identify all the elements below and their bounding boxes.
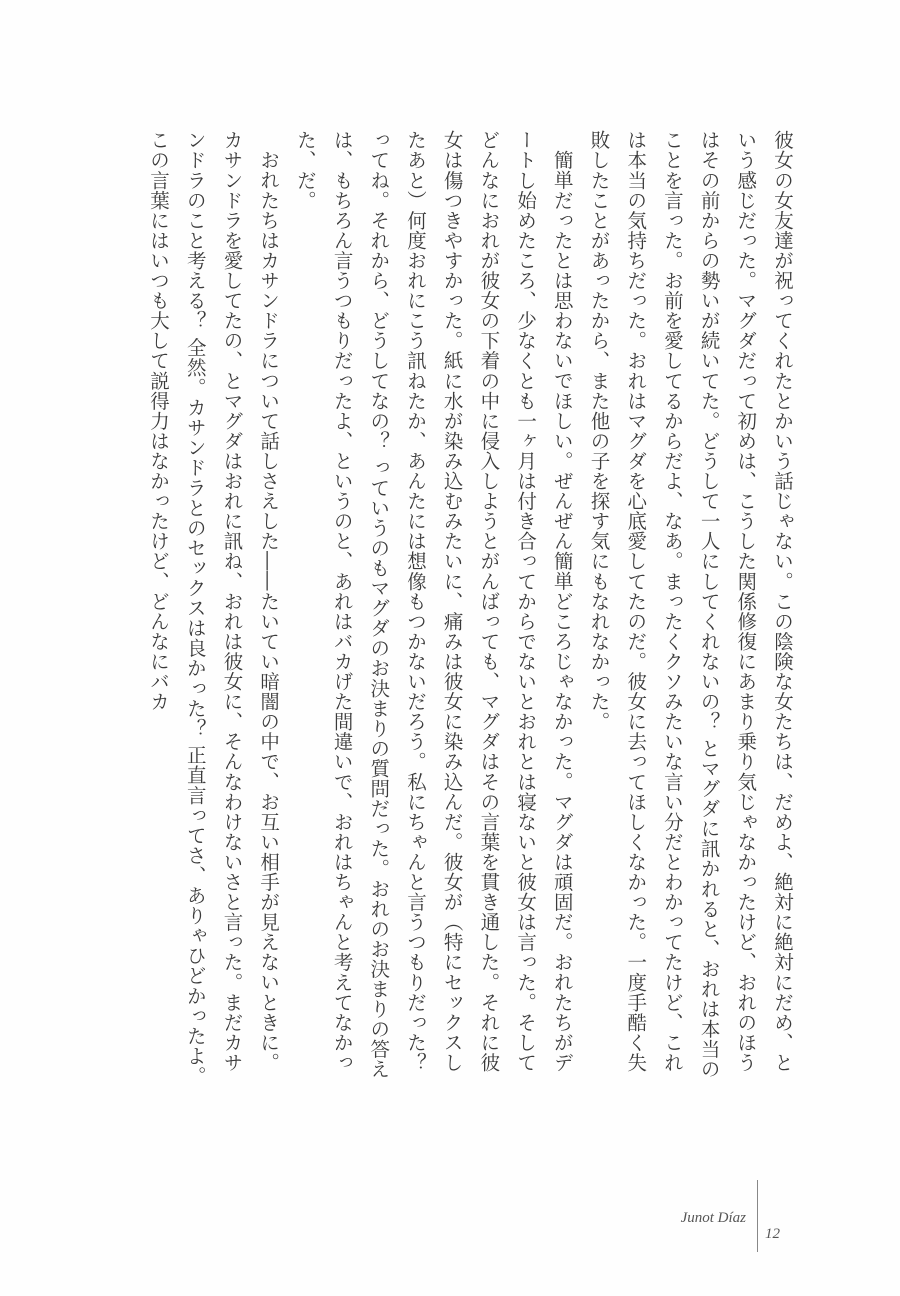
paragraph-2: 簡単だったとは思わないでほしい。ぜんぜん簡単どころじゃなかった。マグダは頑固だ。おれたちがデートし始めたころ、少なくとも一ヶ月は付き合ってからでないとおれとは寝ないと彼女は言った。そしてどんなにおれが彼女の下着の中に侵入しようとがんばっても、マグダはその言葉を貫き通した。それに彼女は傷つきやすかった。紙に水が染み込むみたいに、痛みは彼女に染み込んだ。彼女が（特にセックスしたあと）何度おれにこう訊ねたか、あんたには想像もつかないだろう。私にちゃんと言うつもりだった？ ってね。それから、どうしてなの？ っていうのもマグダのお決まりの質問だった。おれのお決まりの答えは、もちろん言うつもりだったよ、というのと、あれはバカげた間違いで、おれはちゃんと考えてなかった、だ。 [293, 130, 574, 1080]
vertical-text-body [110, 130, 800, 1090]
page-footer [0, 1180, 900, 1260]
running-author: Junot Díaz [680, 1210, 746, 1226]
footer-divider [757, 1180, 758, 1252]
page-number: 12 [765, 1226, 780, 1242]
paragraph-1: 彼女の女友達が祝ってくれたとかいう話じゃない。この陰険な女たちは、だめよ、絶対に絶対にだめ、という感じだった。マグダだって初めは、こうした関係修復にあまり乗り気じゃなかったけど、おれのほうはその前からの勢いが続いてた。どうして一人にしてくれないの？ とマグダに訊かれると、おれは本当のことを言った。お前を愛してるからだよ、なあ。まったくクソみたいな言い分だとわかってたけど、これは本当の気持ちだった。おれはマグダを心底愛してたのだ。彼女に去ってほしくなかった。一度手酷く失敗したことがあったから、また他の子を探す気にもなれなかった。 [587, 130, 794, 1080]
paragraph-3: おれたちはカサンドラについて話しさえした――たいてい暗闇の中で、お互い相手が見えないときに。カサンドラを愛してたの、とマグダはおれに訊ね、おれは彼女に、そんなわけないさと言った。まだカサンドラのこと考える？ 全然。カサンドラとのセックスは良かった？ 正直言ってさ、ありゃひどかったよ。この言葉にはいつも大して説得力はなかったけど、どんなにバカ [147, 130, 281, 1086]
